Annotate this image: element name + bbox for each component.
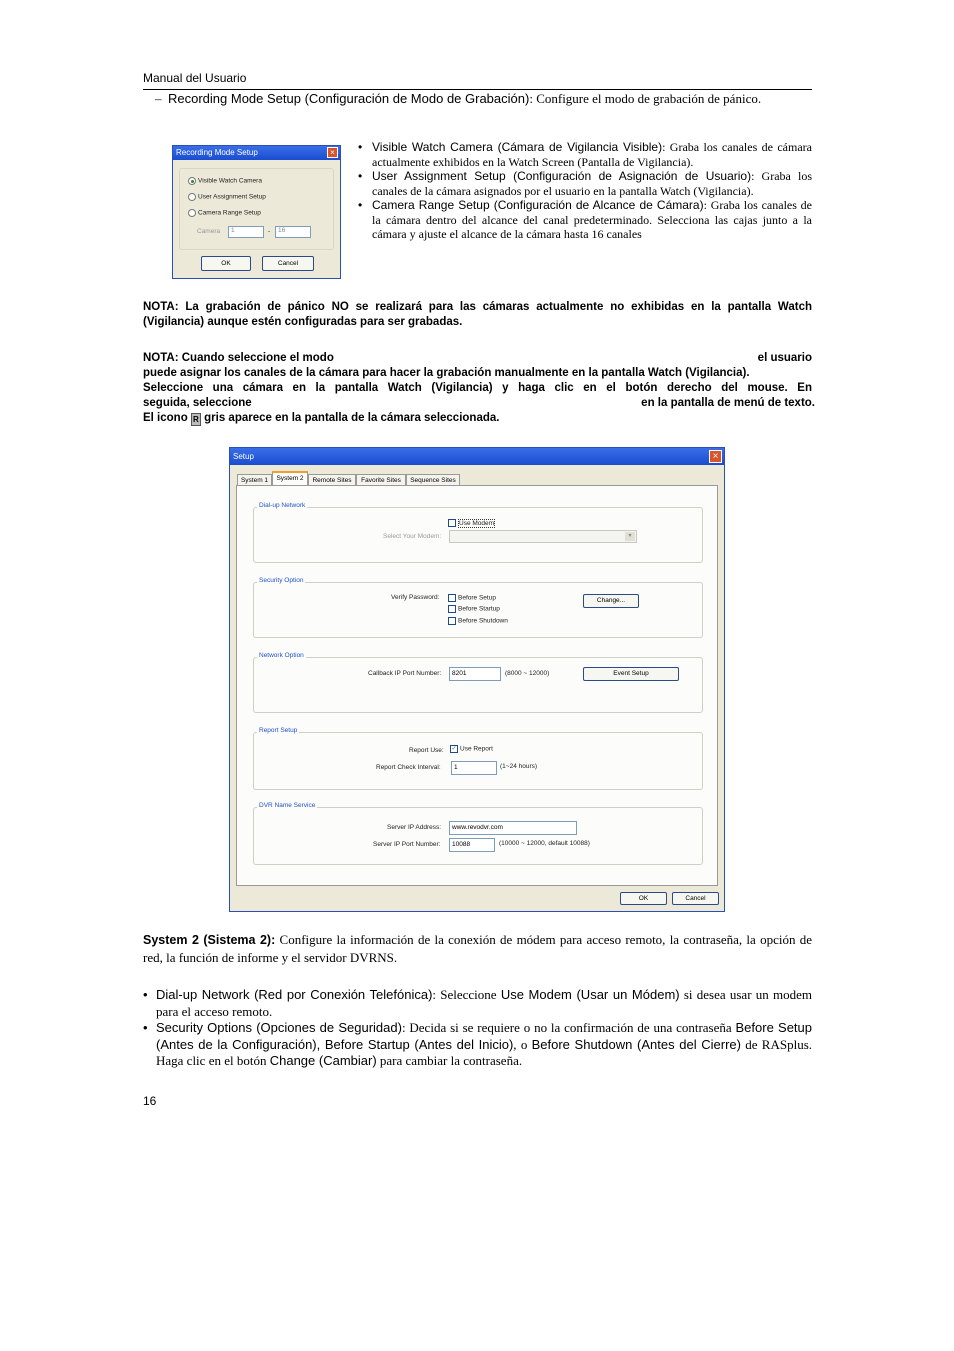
- server-ip-port-label: Server IP Port Number:: [373, 841, 441, 848]
- bullet-term: Dial-up Network (Red por Conexión Telefónica): [156, 987, 433, 1002]
- server-ip-port-range: (10000 ~ 12000, default 10088): [499, 840, 590, 847]
- note-line: [143, 351, 812, 366]
- note-text: el usuario: [757, 352, 812, 364]
- radio-icon[interactable]: [188, 209, 196, 217]
- bullet-term: Camera Range Setup (Configuración de Alcance de Cámara): [372, 198, 704, 212]
- group-label: Security Option: [259, 577, 304, 584]
- note-line: [143, 411, 812, 426]
- recording-dialog-title: Recording Mode Setup: [176, 148, 258, 157]
- header-rule: [143, 89, 812, 90]
- checkbox-label: Use Report: [460, 745, 493, 753]
- before-startup-checkbox[interactable]: [448, 605, 500, 613]
- setup-dialog: [229, 447, 725, 912]
- before-shutdown-checkbox[interactable]: [448, 617, 508, 625]
- note-text: gris aparece en la pantalla de la cámara seleccionada.: [204, 412, 500, 424]
- ok-button[interactable]: OK: [620, 892, 667, 905]
- setup-dialog-title: Setup: [233, 452, 254, 461]
- checkbox-icon[interactable]: [448, 617, 456, 625]
- server-ip-port-input[interactable]: 10088: [449, 838, 495, 852]
- report-interval-range: (1~24 hours): [500, 763, 538, 770]
- intro-text: : Configure el modo de grabación de pánico.: [529, 91, 762, 106]
- bullet-icon: •: [358, 169, 363, 183]
- recording-mode-dialog: [172, 145, 341, 279]
- chevron-down-icon[interactable]: ▾: [625, 532, 635, 541]
- system2-paragraph: [143, 931, 812, 966]
- option-label: User Assignment Setup: [198, 193, 266, 201]
- checkbox-label: Before Setup: [458, 594, 496, 602]
- list-item: [143, 987, 812, 1020]
- checkmark-icon[interactable]: ✓: [451, 746, 457, 752]
- radio-selected-icon[interactable]: [188, 177, 196, 185]
- intro-dash: –: [155, 91, 162, 106]
- option-label: Visible Watch Camera: [198, 177, 262, 185]
- range-separator: -: [268, 228, 271, 235]
- bullet-text: : Graba los canales de la cámara dentro del alcance del canal predeterminado. Selecciona las cajas junto a la cámara y ajuste el alcance de la cámara hasta 16 canales: [372, 198, 812, 241]
- server-ip-address-label: Server IP Address:: [387, 824, 442, 831]
- note-line: Seleccione una cámara en la pantalla Watch (Vigilancia) y haga clic en el botón derecho del mouse. En: [143, 382, 812, 394]
- event-setup-button[interactable]: Event Setup: [583, 667, 679, 681]
- close-icon[interactable]: ×: [327, 147, 338, 158]
- option-visible-watch-camera[interactable]: [188, 177, 262, 185]
- report-interval-label: Report Check Interval:: [376, 764, 441, 771]
- tab-sequence-sites[interactable]: Sequence Sites: [406, 474, 460, 486]
- list-item: [143, 1020, 812, 1070]
- option-user-assignment-setup[interactable]: [188, 193, 266, 201]
- checkbox-label: Before Startup: [458, 605, 500, 613]
- report-interval-input[interactable]: 1: [451, 761, 497, 775]
- bullet-term: Visible Watch Camera (Cámara de Vigilancia Visible): [372, 140, 663, 154]
- group-label: DVR Name Service: [259, 802, 316, 809]
- bullet-text: , o: [513, 1036, 532, 1052]
- checkbox-icon[interactable]: [448, 605, 456, 613]
- cancel-button[interactable]: Cancel: [262, 256, 314, 271]
- list-item: [358, 169, 812, 198]
- running-header: Manual del Usuario: [143, 71, 247, 85]
- radio-icon[interactable]: [188, 193, 196, 201]
- tab-system-2[interactable]: System 2: [272, 471, 308, 486]
- tab-panel-system-2: [236, 485, 718, 886]
- bullet-term: User Assignment Setup (Configuración de Asignación de Usuario): [372, 169, 752, 183]
- checkbox-icon[interactable]: [448, 519, 456, 527]
- note-user-assignment: [143, 351, 815, 426]
- checkbox-label: Before Shutdown: [458, 617, 508, 625]
- option-label: Camera Range Setup: [198, 209, 261, 217]
- cancel-button[interactable]: Cancel: [672, 892, 719, 905]
- bullet-term: Security Options (Opciones de Seguridad): [156, 1020, 402, 1035]
- close-icon[interactable]: ×: [709, 450, 722, 463]
- page-number: 16: [143, 1094, 157, 1108]
- group-network-option: [253, 657, 703, 713]
- system2-term: System 2 (Sistema 2):: [143, 933, 276, 947]
- option-camera-range-setup[interactable]: [188, 209, 261, 217]
- server-ip-address-input[interactable]: www.revodvr.com: [449, 821, 577, 835]
- use-modem-checkbox[interactable]: [448, 519, 495, 527]
- bullet-text: : Seleccione: [432, 987, 501, 1002]
- bullet-list-recording-modes: [358, 140, 812, 242]
- tab-remote-sites[interactable]: Remote Sites: [308, 474, 356, 486]
- report-use-label: Report Use:: [409, 747, 444, 754]
- setup-dialog-titlebar: [230, 448, 724, 465]
- system2-text: Configure la información de la conexión de módem para acceso remoto, la contraseña, la opción de red, la función de informe y el servidor DVRNS.: [143, 932, 812, 965]
- note-panic-recording: NOTA: La grabación de pánico NO se realizará para las cámaras actualmente no exhibidas en la pantalla Watch (Vigilancia) aunque estén configuradas para ser grabadas.: [143, 301, 812, 328]
- bullet-term: Before Setup (Antes de la Configuración), Before Startup (Antes del Inicio): [156, 1020, 813, 1052]
- group-label: Report Setup: [259, 727, 298, 734]
- note-text: NOTA: Cuando seleccione el modo: [143, 352, 334, 364]
- select-modem-dropdown[interactable]: [449, 530, 637, 543]
- bullet-text: : Graba los canales de cámara actualmente exhibidos en la Watch Screen (Pantalla de Vigilancia).: [372, 140, 812, 169]
- intro-paragraph: [155, 91, 812, 107]
- camera-range-from[interactable]: 1: [228, 226, 264, 238]
- use-report-checkbox[interactable]: [450, 745, 493, 753]
- bullet-term: Before Shutdown (Antes del Cierre): [531, 1036, 741, 1052]
- callback-port-input[interactable]: 8201: [449, 667, 501, 681]
- before-setup-checkbox[interactable]: [448, 594, 496, 602]
- list-item: [358, 198, 812, 242]
- bullet-icon: •: [358, 140, 363, 154]
- note-line: puede asignar los canales de la cámara para hacer la grabación manualmente en la pantalla Watch (Vigilancia).: [143, 367, 750, 379]
- bullet-list-system2: [143, 987, 812, 1070]
- ok-button[interactable]: OK: [201, 256, 251, 271]
- verify-password-label: Verify Password:: [391, 594, 440, 601]
- bullet-icon: •: [143, 1020, 148, 1035]
- select-modem-label: Select Your Modem:: [383, 533, 442, 540]
- checkbox-icon[interactable]: [448, 594, 456, 602]
- note-text: seguida, seleccione: [143, 397, 252, 409]
- callback-port-label: Callback IP Port Number:: [368, 670, 442, 677]
- callback-port-range: (8000 ~ 12000): [505, 670, 550, 677]
- bullet-text: : Graba los canales de la cámara asignados por el usuario en la pantalla Watch (Vigilancia).: [372, 169, 812, 198]
- camera-label: Camera: [197, 228, 221, 235]
- group-label: Network Option: [259, 652, 304, 659]
- checkbox-label: Use Modem: [459, 519, 495, 527]
- note-text: en la pantalla de menú de texto.: [641, 397, 815, 409]
- bullet-text: para cambiar la contraseña.: [376, 1053, 523, 1068]
- bullet-term: Use Modem (Usar un Módem): [500, 987, 680, 1002]
- intro-term: Recording Mode Setup (Configuración de Modo de Grabación): [168, 91, 530, 106]
- recording-dialog-titlebar: [173, 146, 340, 160]
- note-line: [143, 396, 815, 411]
- group-label: Dial-up Network: [259, 502, 306, 509]
- change-password-button[interactable]: Change...: [583, 594, 639, 608]
- bullet-icon: •: [143, 987, 148, 1002]
- camera-range-to[interactable]: 16: [275, 226, 311, 238]
- record-icon: R: [191, 413, 201, 426]
- tab-favorite-sites[interactable]: Favorite Sites: [356, 474, 406, 486]
- bullet-text: de RASplus. Haga clic en el botón: [156, 1036, 813, 1068]
- tab-system-1[interactable]: System 1: [237, 474, 272, 486]
- group-dvr-name-service: [253, 807, 703, 865]
- note-text: El icono: [143, 412, 188, 424]
- bullet-icon: •: [358, 198, 363, 212]
- bullet-text: si desea usar un modem para el acceso remoto.: [156, 987, 813, 1019]
- list-item: [358, 140, 812, 169]
- bullet-text: : Decida si se requiere o no la confirmación de una contraseña: [401, 1020, 736, 1035]
- bullet-term: Change (Cambiar): [269, 1053, 377, 1068]
